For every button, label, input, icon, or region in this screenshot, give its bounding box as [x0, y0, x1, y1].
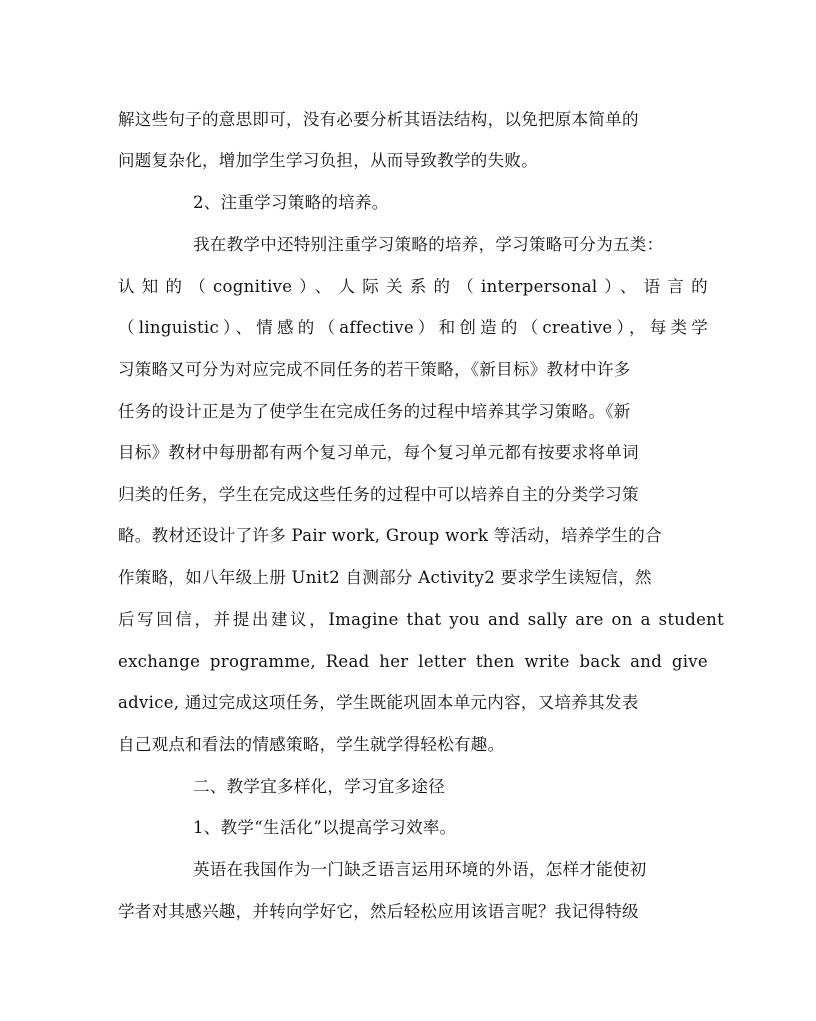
- body-text-line: 解这些句子的意思即可，没有必要分析其语法结构，以免把原本简单的: [118, 110, 639, 129]
- body-text-line: 英语在我国作为一门缺乏语言运用环境的外语，怎样才能使初: [193, 860, 647, 879]
- body-text-line: 习策略又可分为对应完成不同任务的若干策略，《新目标》教材中许多: [118, 360, 631, 379]
- body-text-line: 后写回信，并提出建议，Imagine that you and sally are on a student: [118, 610, 724, 629]
- body-text-line: 学者对其感兴趣，并转向学好它，然后轻松应用该语言呢？我记得特级: [118, 902, 639, 921]
- body-text-line: advice, 通过完成这项任务，学生既能巩固本单元内容，又培养其发表: [118, 693, 639, 712]
- body-text-line: 作策略，如八年级上册 Unit2 自测部分 Activity2 要求学生读短信，然: [118, 568, 652, 587]
- body-text-line: 略。教材还设计了许多 Pair work, Group work 等活动，培养学生的合: [118, 526, 662, 545]
- section-heading: 2、注重学习策略的培养。: [193, 193, 389, 212]
- body-text-line: 归类的任务，学生在完成这些任务的过程中可以培养自主的分类学习策: [118, 485, 639, 504]
- body-text-line: exchange programme, Read her letter then write back and give: [118, 652, 708, 671]
- body-text-line: 任务的设计正是为了使学生在完成任务的过程中培养其学习策略。《新: [118, 402, 631, 421]
- body-text-line: 问题复杂化，增加学生学习负担，从而导致教学的失败。: [118, 151, 538, 170]
- subsection-heading: 1、教学“生活化”以提高学习效率。: [193, 818, 457, 837]
- body-text-line: 认知的（cognitive）、人际关系的（interpersonal）、语言的: [118, 277, 708, 296]
- body-text-line: 目标》教材中每册都有两个复习单元，每个复习单元都有按要求将单词: [118, 443, 639, 462]
- body-text-line: （linguistic）、情感的（affective）和创造的（creative），每类学: [118, 318, 708, 337]
- body-text-line: 自己观点和看法的情感策略，学生就学得轻松有趣。: [118, 735, 505, 754]
- body-text-line: 我在教学中还特别注重学习策略的培养，学习策略可分为五类：: [193, 235, 664, 254]
- section-heading: 二、教学宜多样化，学习宜多途径: [193, 777, 445, 796]
